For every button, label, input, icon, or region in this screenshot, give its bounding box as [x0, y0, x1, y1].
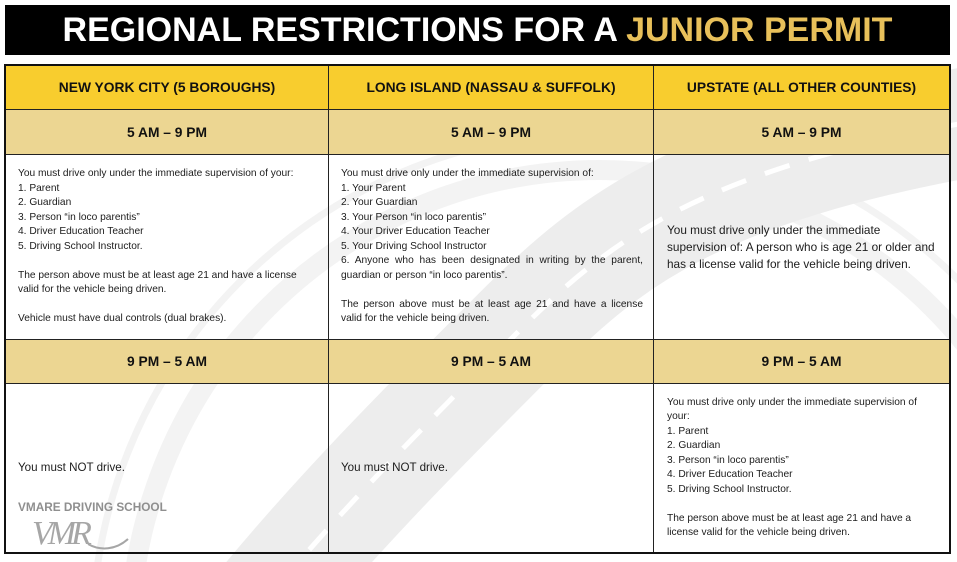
rule-text-line: 2. Your Guardian — [341, 197, 418, 209]
rule-text-line: The person above must be at least age 21 and have a license — [18, 269, 297, 281]
rule-cell-day-upstate — [654, 155, 949, 340]
rule-text — [667, 222, 939, 273]
rule-paragraph — [18, 269, 318, 298]
rule-paragraph — [18, 461, 318, 475]
rule-text-line: The person above must be at least age 21 and have a — [667, 512, 912, 524]
rule-text-line: 1. Parent — [667, 425, 709, 437]
time-label: 9 PM – 5 AM — [451, 354, 531, 369]
title-highlight: JUNIOR PERMIT — [626, 11, 893, 49]
logo-mark-icon — [30, 514, 130, 550]
time-label: 5 AM – 9 PM — [451, 124, 531, 140]
rule-text-line: You must drive only under the immediate supervision of: — [341, 168, 594, 180]
rule-text-line: 1. Parent — [18, 182, 60, 194]
time-header-day-long-island — [329, 110, 654, 155]
rule-text-line: 6. Anyone who has been designated in writing by the parent, — [341, 255, 643, 267]
rule-cell-day-long-island — [329, 155, 654, 340]
rule-text-line: Vehicle must have dual controls (dual brakes). — [18, 313, 227, 325]
rule-text-line: has a license valid for the vehicle being driven. — [667, 256, 911, 271]
rule-text-line: guardian or person “in loco parentis”. — [341, 269, 508, 281]
rule-cell-night-long-island — [329, 384, 654, 552]
rule-text — [18, 167, 318, 327]
region-header-nyc — [6, 66, 329, 110]
rule-text-line: 4. Driver Education Teacher — [667, 469, 793, 480]
time-label: 5 AM – 9 PM — [761, 124, 842, 140]
rule-paragraph — [18, 167, 318, 254]
rule-text-line: 5. Driving School Instructor. — [667, 483, 792, 495]
rule-text-line: You must drive only under the immediate — [667, 222, 881, 237]
rule-text-line: 4. Driver Education Teacher — [18, 226, 144, 238]
time-header-night-upstate — [654, 340, 949, 384]
rule-cell-night-nyc — [6, 384, 329, 552]
region-label: UPSTATE (ALL OTHER COUNTIES) — [686, 80, 917, 95]
rule-text-line: 1. Your Parent — [341, 182, 406, 194]
rule-text-line: 5. Your Driving School Instructor — [341, 240, 487, 252]
school-name: VMARE DRIVING SCHOOL — [18, 500, 167, 514]
rule-text-line: license valid for the vehicle being driven. — [667, 527, 850, 538]
rule-text — [341, 167, 643, 327]
time-label: 9 PM – 5 AM — [761, 354, 842, 369]
title-bar — [5, 5, 950, 55]
rule-text-line: 2. Guardian — [18, 197, 72, 209]
rule-text-line: supervision of: A person who is age 21 or older and — [667, 239, 935, 254]
rule-paragraph — [667, 222, 939, 273]
rule-text — [341, 461, 643, 475]
rule-text — [18, 461, 318, 475]
region-label: LONG ISLAND (NASSAU & SUFFOLK) — [366, 80, 616, 95]
rule-paragraph — [341, 298, 643, 327]
rule-text-line: You must NOT drive. — [18, 461, 125, 474]
rule-paragraph — [667, 396, 939, 498]
rule-paragraph — [341, 461, 643, 475]
rule-text-line: your: — [667, 411, 690, 422]
rule-text-line: 3. Person “in loco parentis” — [18, 211, 140, 223]
rule-paragraph — [341, 167, 643, 283]
rule-text-line: You must drive only under the immediate supervision of your: — [18, 168, 294, 180]
region-header-upstate — [654, 66, 949, 110]
rule-text-line: valid for the vehicle being driven. — [18, 284, 167, 296]
rule-text-line: 4. Your Driver Education Teacher — [341, 226, 490, 238]
time-header-night-long-island — [329, 340, 654, 384]
title-main: REGIONAL RESTRICTIONS FOR A — [62, 11, 617, 49]
time-label: 5 AM – 9 PM — [127, 124, 207, 140]
rule-text-line: valid for the vehicle being driven. — [341, 313, 490, 325]
rule-text-line: You must drive only under the immediate supervision of — [667, 396, 917, 408]
rule-cell-night-upstate — [654, 384, 949, 552]
school-logo — [18, 500, 167, 550]
logo-mark: VMR — [32, 515, 87, 550]
time-header-day-upstate — [654, 110, 949, 155]
rule-paragraph — [18, 312, 318, 327]
rule-cell-day-nyc — [6, 155, 329, 340]
rule-text-line: 5. Driving School Instructor. — [18, 240, 143, 252]
rule-text — [667, 396, 939, 541]
rule-text-line: 2. Guardian — [667, 440, 721, 451]
rule-text-line: The person above must be at least age 21 and have a license — [341, 298, 643, 310]
region-header-long-island — [329, 66, 654, 110]
rule-text-line: 3. Person “in loco parentis” — [667, 454, 789, 466]
restrictions-table — [4, 64, 951, 554]
time-header-day-nyc — [6, 110, 329, 155]
page-title — [5, 5, 950, 55]
region-label: NEW YORK CITY (5 BOROUGHS) — [58, 80, 276, 95]
time-header-night-nyc — [6, 340, 329, 384]
time-label: 9 PM – 5 AM — [127, 354, 207, 369]
rule-text-line: You must NOT drive. — [341, 461, 448, 474]
rule-paragraph — [667, 512, 939, 541]
rule-text-line: 3. Your Person “in loco parentis” — [341, 211, 486, 223]
